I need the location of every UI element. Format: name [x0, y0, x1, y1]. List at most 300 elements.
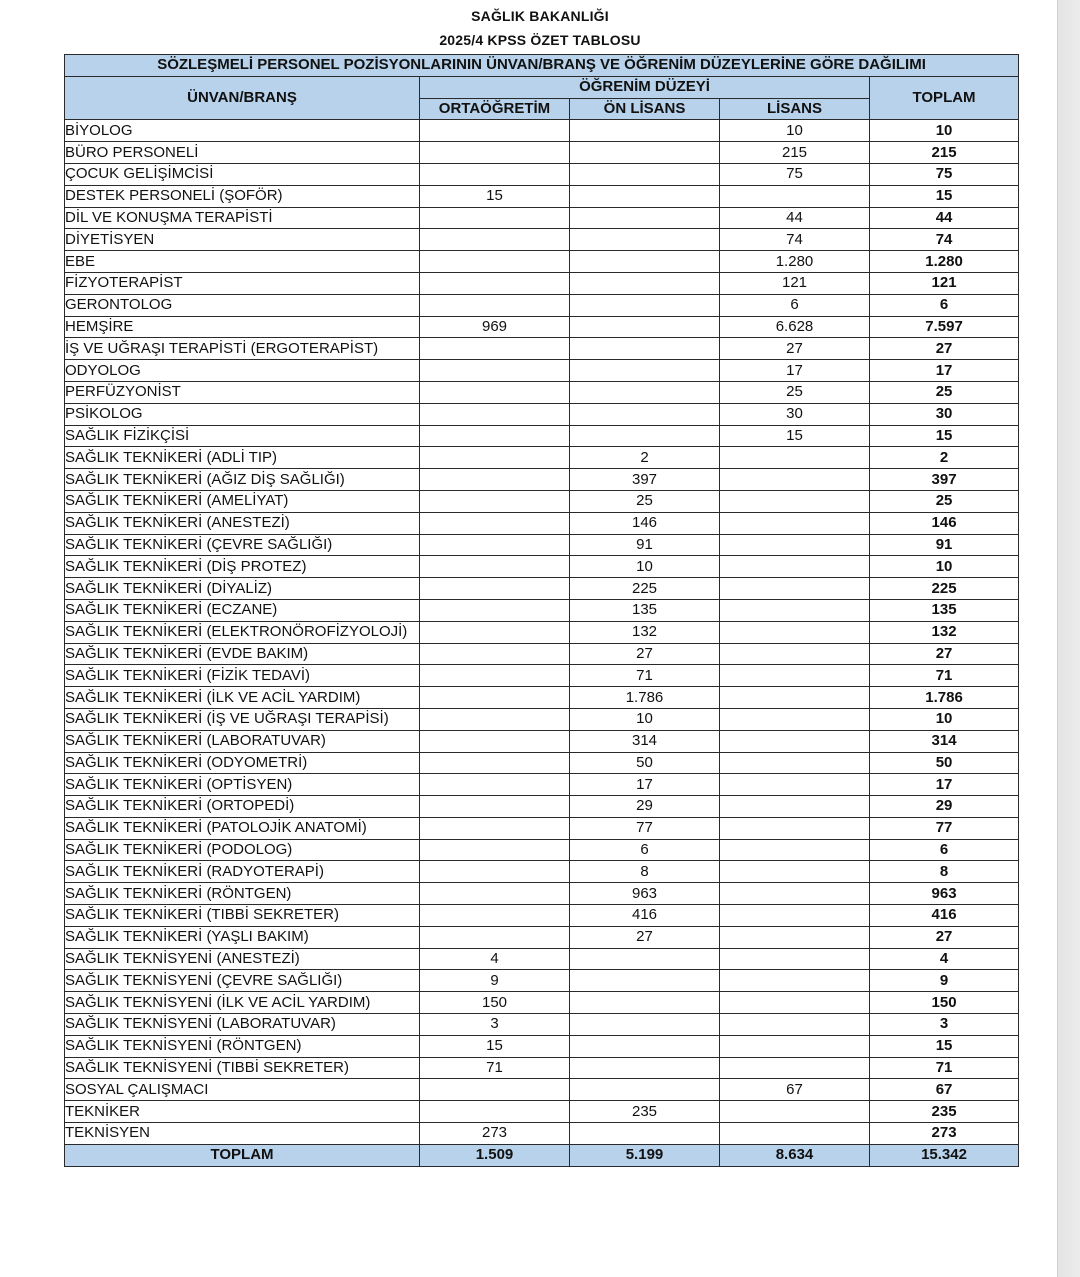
table-body [65, 120, 1019, 1144]
cell-total: 10 [870, 708, 1019, 730]
cell-lisans: 215 [720, 142, 870, 164]
cell-lisans [720, 621, 870, 643]
cell-total: 6 [870, 839, 1019, 861]
cell-ortaogretim [420, 512, 570, 534]
cell-total: 44 [870, 207, 1019, 229]
cell-lisans: 6 [720, 294, 870, 316]
cell-onlisans [570, 1123, 720, 1145]
cell-total: 416 [870, 905, 1019, 927]
table-row [65, 490, 1019, 512]
cell-ortaogretim [420, 534, 570, 556]
row-title: SAĞLIK TEKNİKERİ (ECZANE) [65, 599, 420, 621]
cell-ortaogretim [420, 490, 570, 512]
cell-total: 15 [870, 185, 1019, 207]
row-title: TEKNİKER [65, 1101, 420, 1123]
cell-ortaogretim [420, 599, 570, 621]
table-row [65, 883, 1019, 905]
cell-ortaogretim [420, 796, 570, 818]
cell-ortaogretim [420, 687, 570, 709]
cell-onlisans: 27 [570, 926, 720, 948]
row-title: SAĞLIK TEKNİKERİ (ADLİ TIP) [65, 447, 420, 469]
row-title: BÜRO PERSONELİ [65, 142, 420, 164]
cell-total: 8 [870, 861, 1019, 883]
table-row [65, 578, 1019, 600]
cell-ortaogretim [420, 142, 570, 164]
cell-onlisans: 91 [570, 534, 720, 556]
cell-lisans [720, 534, 870, 556]
row-title: PSİKOLOG [65, 403, 420, 425]
column-header-title: ÜNVAN/BRANŞ [65, 76, 420, 120]
group-header-education-level: ÖĞRENİM DÜZEYİ [420, 76, 870, 98]
cell-lisans: 67 [720, 1079, 870, 1101]
cell-onlisans [570, 120, 720, 142]
table-row [65, 229, 1019, 251]
total-lisans: 8.634 [720, 1144, 870, 1166]
row-title: SAĞLIK TEKNİKERİ (YAŞLI BAKIM) [65, 926, 420, 948]
cell-ortaogretim [420, 229, 570, 251]
cell-ortaogretim [420, 817, 570, 839]
cell-total: 77 [870, 817, 1019, 839]
cell-total: 27 [870, 338, 1019, 360]
cell-lisans [720, 883, 870, 905]
cell-onlisans: 235 [570, 1101, 720, 1123]
cell-ortaogretim [420, 578, 570, 600]
table-row [65, 643, 1019, 665]
cell-ortaogretim [420, 752, 570, 774]
cell-ortaogretim [420, 621, 570, 643]
cell-total: 225 [870, 578, 1019, 600]
row-title: SAĞLIK TEKNİKERİ (AĞIZ DİŞ SAĞLIĞI) [65, 469, 420, 491]
cell-lisans [720, 490, 870, 512]
cell-onlisans [570, 142, 720, 164]
cell-onlisans: 416 [570, 905, 720, 927]
total-onlisans: 5.199 [570, 1144, 720, 1166]
row-title: ODYOLOG [65, 360, 420, 382]
cell-ortaogretim [420, 926, 570, 948]
cell-total: 67 [870, 1079, 1019, 1101]
cell-total: 71 [870, 1057, 1019, 1079]
row-title: SAĞLIK TEKNİSYENİ (ANESTEZİ) [65, 948, 420, 970]
cell-total: 25 [870, 490, 1019, 512]
table-row [65, 796, 1019, 818]
cell-ortaogretim [420, 1079, 570, 1101]
row-title: SAĞLIK TEKNİKERİ (PODOLOG) [65, 839, 420, 861]
cell-ortaogretim [420, 272, 570, 294]
table-row [65, 272, 1019, 294]
table-row [65, 621, 1019, 643]
cell-lisans [720, 839, 870, 861]
total-label: TOPLAM [65, 1144, 420, 1166]
cell-onlisans [570, 992, 720, 1014]
table-row [65, 1079, 1019, 1101]
table-row [65, 817, 1019, 839]
row-title: SAĞLIK TEKNİKERİ (ANESTEZİ) [65, 512, 420, 534]
row-title: İŞ VE UĞRAŞI TERAPİSTİ (ERGOTERAPİST) [65, 338, 420, 360]
table-row [65, 142, 1019, 164]
table-row [65, 425, 1019, 447]
column-header-onlisans: ÖN LİSANS [570, 98, 720, 120]
row-title: SAĞLIK TEKNİKERİ (PATOLOJİK ANATOMİ) [65, 817, 420, 839]
table-row [65, 1057, 1019, 1079]
cell-lisans [720, 556, 870, 578]
cell-lisans [720, 948, 870, 970]
cell-lisans [720, 469, 870, 491]
table-row [65, 1014, 1019, 1036]
table-row [65, 1123, 1019, 1145]
row-title: SAĞLIK TEKNİKERİ (İLK VE ACİL YARDIM) [65, 687, 420, 709]
cell-ortaogretim: 150 [420, 992, 570, 1014]
row-title: SAĞLIK TEKNİSYENİ (TIBBİ SEKRETER) [65, 1057, 420, 1079]
cell-ortaogretim [420, 403, 570, 425]
cell-lisans [720, 665, 870, 687]
row-title: SAĞLIK TEKNİSYENİ (ÇEVRE SAĞLIĞI) [65, 970, 420, 992]
cell-onlisans: 77 [570, 817, 720, 839]
cell-onlisans: 146 [570, 512, 720, 534]
cell-lisans [720, 687, 870, 709]
total-ortaogretim: 1.509 [420, 1144, 570, 1166]
row-title: SAĞLIK TEKNİKERİ (RÖNTGEN) [65, 883, 420, 905]
cell-lisans [720, 817, 870, 839]
cell-lisans [720, 643, 870, 665]
cell-onlisans [570, 1014, 720, 1036]
cell-onlisans: 225 [570, 578, 720, 600]
table-row [65, 294, 1019, 316]
cell-ortaogretim [420, 360, 570, 382]
cell-ortaogretim [420, 905, 570, 927]
cell-ortaogretim [420, 839, 570, 861]
row-title: SAĞLIK TEKNİKERİ (ÇEVRE SAĞLIĞI) [65, 534, 420, 556]
cell-lisans: 25 [720, 381, 870, 403]
row-title: SAĞLIK TEKNİKERİ (TIBBİ SEKRETER) [65, 905, 420, 927]
cell-lisans [720, 447, 870, 469]
row-title: FİZYOTERAPİST [65, 272, 420, 294]
cell-ortaogretim [420, 163, 570, 185]
cell-onlisans: 8 [570, 861, 720, 883]
cell-total: 2 [870, 447, 1019, 469]
cell-ortaogretim [420, 425, 570, 447]
row-title: TEKNİSYEN [65, 1123, 420, 1145]
cell-onlisans [570, 316, 720, 338]
table-row [65, 381, 1019, 403]
cell-total: 235 [870, 1101, 1019, 1123]
cell-ortaogretim [420, 556, 570, 578]
cell-lisans [720, 926, 870, 948]
cell-ortaogretim [420, 730, 570, 752]
table-row [65, 708, 1019, 730]
row-title: SAĞLIK TEKNİKERİ (DİŞ PROTEZ) [65, 556, 420, 578]
cell-onlisans [570, 338, 720, 360]
cell-total: 397 [870, 469, 1019, 491]
cell-total: 121 [870, 272, 1019, 294]
row-title: SAĞLIK FİZİKÇİSİ [65, 425, 420, 447]
cell-lisans: 1.280 [720, 251, 870, 273]
table-row [65, 599, 1019, 621]
row-title: SAĞLIK TEKNİKERİ (EVDE BAKIM) [65, 643, 420, 665]
cell-onlisans [570, 1035, 720, 1057]
cell-ortaogretim [420, 294, 570, 316]
cell-lisans [720, 599, 870, 621]
cell-lisans [720, 708, 870, 730]
cell-onlisans: 6 [570, 839, 720, 861]
cell-onlisans [570, 381, 720, 403]
row-title: SAĞLIK TEKNİKERİ (ODYOMETRİ) [65, 752, 420, 774]
row-title: SAĞLIK TEKNİKERİ (İŞ VE UĞRAŞI TERAPİSİ) [65, 708, 420, 730]
cell-total: 29 [870, 796, 1019, 818]
cell-total: 6 [870, 294, 1019, 316]
cell-total: 15 [870, 425, 1019, 447]
cell-onlisans: 10 [570, 556, 720, 578]
cell-total: 4 [870, 948, 1019, 970]
cell-total: 150 [870, 992, 1019, 1014]
cell-onlisans: 71 [570, 665, 720, 687]
cell-lisans [720, 1035, 870, 1057]
cell-onlisans [570, 970, 720, 992]
cell-ortaogretim [420, 883, 570, 905]
total-row [65, 1144, 1019, 1166]
table-row [65, 469, 1019, 491]
table-row [65, 512, 1019, 534]
cell-ortaogretim [420, 708, 570, 730]
cell-onlisans: 2 [570, 447, 720, 469]
table-row [65, 316, 1019, 338]
table-row [65, 1035, 1019, 1057]
cell-ortaogretim [420, 251, 570, 273]
cell-lisans [720, 1057, 870, 1079]
cell-onlisans [570, 294, 720, 316]
row-title: PERFÜZYONİST [65, 381, 420, 403]
cell-lisans [720, 578, 870, 600]
row-title: SAĞLIK TEKNİKERİ (RADYOTERAPİ) [65, 861, 420, 883]
cell-lisans [720, 730, 870, 752]
cell-total: 963 [870, 883, 1019, 905]
cell-total: 25 [870, 381, 1019, 403]
cell-total: 50 [870, 752, 1019, 774]
cell-ortaogretim [420, 1101, 570, 1123]
cell-ortaogretim [420, 207, 570, 229]
table-row [65, 447, 1019, 469]
cell-lisans: 75 [720, 163, 870, 185]
table-row [65, 534, 1019, 556]
cell-total: 273 [870, 1123, 1019, 1145]
table-row [65, 403, 1019, 425]
row-title: SAĞLIK TEKNİKERİ (AMELİYAT) [65, 490, 420, 512]
table-row [65, 338, 1019, 360]
row-title: SAĞLIK TEKNİKERİ (OPTİSYEN) [65, 774, 420, 796]
table-row [65, 774, 1019, 796]
table-caption: SÖZLEŞMELİ PERSONEL POZİSYONLARININ ÜNVAN/BRANŞ VE ÖĞRENİM DÜZEYLERİNE GÖRE DAĞILIMI [65, 55, 1019, 77]
cell-ortaogretim: 15 [420, 185, 570, 207]
table-row [65, 926, 1019, 948]
table-row [65, 360, 1019, 382]
cell-onlisans: 963 [570, 883, 720, 905]
table-row [65, 163, 1019, 185]
cell-ortaogretim: 273 [420, 1123, 570, 1145]
row-title: SAĞLIK TEKNİKERİ (LABORATUVAR) [65, 730, 420, 752]
cell-lisans: 121 [720, 272, 870, 294]
cell-onlisans [570, 948, 720, 970]
table-row [65, 1101, 1019, 1123]
total-grand: 15.342 [870, 1144, 1019, 1166]
cell-lisans [720, 796, 870, 818]
cell-onlisans: 17 [570, 774, 720, 796]
cell-total: 146 [870, 512, 1019, 534]
table-row [65, 556, 1019, 578]
cell-total: 75 [870, 163, 1019, 185]
cell-total: 17 [870, 360, 1019, 382]
cell-onlisans [570, 1079, 720, 1101]
cell-lisans [720, 512, 870, 534]
cell-ortaogretim: 15 [420, 1035, 570, 1057]
cell-ortaogretim: 969 [420, 316, 570, 338]
cell-onlisans: 132 [570, 621, 720, 643]
cell-total: 71 [870, 665, 1019, 687]
table-row [65, 730, 1019, 752]
page-edge [1057, 0, 1080, 1277]
cell-lisans: 30 [720, 403, 870, 425]
cell-onlisans [570, 272, 720, 294]
cell-lisans [720, 774, 870, 796]
cell-total: 91 [870, 534, 1019, 556]
cell-total: 314 [870, 730, 1019, 752]
cell-ortaogretim: 3 [420, 1014, 570, 1036]
table-row [65, 992, 1019, 1014]
cell-onlisans: 10 [570, 708, 720, 730]
table-row [65, 665, 1019, 687]
cell-onlisans: 1.786 [570, 687, 720, 709]
cell-total: 27 [870, 926, 1019, 948]
cell-lisans: 27 [720, 338, 870, 360]
cell-total: 10 [870, 120, 1019, 142]
cell-lisans [720, 905, 870, 927]
document-subtitle: 2025/4 KPSS ÖZET TABLOSU [439, 32, 641, 48]
cell-onlisans: 29 [570, 796, 720, 818]
cell-total: 27 [870, 643, 1019, 665]
row-title: DİYETİSYEN [65, 229, 420, 251]
row-title: SOSYAL ÇALIŞMACI [65, 1079, 420, 1101]
cell-total: 132 [870, 621, 1019, 643]
table-row [65, 861, 1019, 883]
row-title: SAĞLIK TEKNİKERİ (ELEKTRONÖROFİZYOLOJİ) [65, 621, 420, 643]
cell-lisans [720, 185, 870, 207]
table-row [65, 970, 1019, 992]
row-title: SAĞLIK TEKNİSYENİ (LABORATUVAR) [65, 1014, 420, 1036]
cell-total: 30 [870, 403, 1019, 425]
cell-lisans [720, 1101, 870, 1123]
cell-total: 17 [870, 774, 1019, 796]
summary-table [64, 54, 1019, 1167]
cell-ortaogretim [420, 120, 570, 142]
cell-onlisans [570, 185, 720, 207]
cell-ortaogretim [420, 774, 570, 796]
row-title: SAĞLIK TEKNİSYENİ (RÖNTGEN) [65, 1035, 420, 1057]
cell-lisans [720, 1014, 870, 1036]
table-row [65, 948, 1019, 970]
cell-total: 7.597 [870, 316, 1019, 338]
cell-lisans [720, 861, 870, 883]
row-title: DİL VE KONUŞMA TERAPİSTİ [65, 207, 420, 229]
cell-lisans [720, 1123, 870, 1145]
cell-lisans: 74 [720, 229, 870, 251]
table-row [65, 120, 1019, 142]
cell-ortaogretim [420, 447, 570, 469]
column-header-total: TOPLAM [870, 76, 1019, 120]
column-header-lisans: LİSANS [720, 98, 870, 120]
column-header-ortaogretim: ORTAÖĞRETİM [420, 98, 570, 120]
cell-ortaogretim [420, 861, 570, 883]
row-title: DESTEK PERSONELİ (ŞOFÖR) [65, 185, 420, 207]
document-title: SAĞLIK BAKANLIĞI [471, 8, 609, 24]
cell-onlisans [570, 425, 720, 447]
cell-onlisans: 135 [570, 599, 720, 621]
cell-onlisans [570, 163, 720, 185]
cell-ortaogretim: 4 [420, 948, 570, 970]
cell-onlisans: 25 [570, 490, 720, 512]
row-title: SAĞLIK TEKNİKERİ (DİYALİZ) [65, 578, 420, 600]
cell-onlisans [570, 403, 720, 425]
cell-onlisans: 397 [570, 469, 720, 491]
cell-total: 10 [870, 556, 1019, 578]
cell-lisans: 10 [720, 120, 870, 142]
cell-onlisans: 50 [570, 752, 720, 774]
cell-total: 9 [870, 970, 1019, 992]
cell-onlisans: 27 [570, 643, 720, 665]
cell-ortaogretim [420, 381, 570, 403]
cell-ortaogretim: 71 [420, 1057, 570, 1079]
cell-ortaogretim [420, 665, 570, 687]
cell-ortaogretim [420, 469, 570, 491]
cell-total: 3 [870, 1014, 1019, 1036]
row-title: ÇOCUK GELİŞİMCİSİ [65, 163, 420, 185]
cell-onlisans: 314 [570, 730, 720, 752]
cell-onlisans [570, 251, 720, 273]
table-row [65, 687, 1019, 709]
cell-total: 135 [870, 599, 1019, 621]
row-title: SAĞLIK TEKNİSYENİ (İLK VE ACİL YARDIM) [65, 992, 420, 1014]
cell-onlisans [570, 1057, 720, 1079]
row-title: SAĞLIK TEKNİKERİ (ORTOPEDİ) [65, 796, 420, 818]
cell-total: 74 [870, 229, 1019, 251]
cell-onlisans [570, 207, 720, 229]
row-title: EBE [65, 251, 420, 273]
table-row [65, 207, 1019, 229]
cell-lisans: 44 [720, 207, 870, 229]
cell-ortaogretim [420, 338, 570, 360]
cell-total: 215 [870, 142, 1019, 164]
row-title: BİYOLOG [65, 120, 420, 142]
cell-lisans [720, 992, 870, 1014]
cell-lisans: 15 [720, 425, 870, 447]
row-title: GERONTOLOG [65, 294, 420, 316]
table-row [65, 905, 1019, 927]
table-row [65, 839, 1019, 861]
cell-total: 15 [870, 1035, 1019, 1057]
cell-total: 1.280 [870, 251, 1019, 273]
cell-ortaogretim: 9 [420, 970, 570, 992]
cell-lisans [720, 970, 870, 992]
cell-lisans: 6.628 [720, 316, 870, 338]
table-row [65, 251, 1019, 273]
row-title: HEMŞİRE [65, 316, 420, 338]
cell-onlisans [570, 229, 720, 251]
table-row [65, 185, 1019, 207]
cell-ortaogretim [420, 643, 570, 665]
cell-lisans [720, 752, 870, 774]
row-title: SAĞLIK TEKNİKERİ (FİZİK TEDAVİ) [65, 665, 420, 687]
cell-total: 1.786 [870, 687, 1019, 709]
cell-onlisans [570, 360, 720, 382]
table-row [65, 752, 1019, 774]
cell-lisans: 17 [720, 360, 870, 382]
